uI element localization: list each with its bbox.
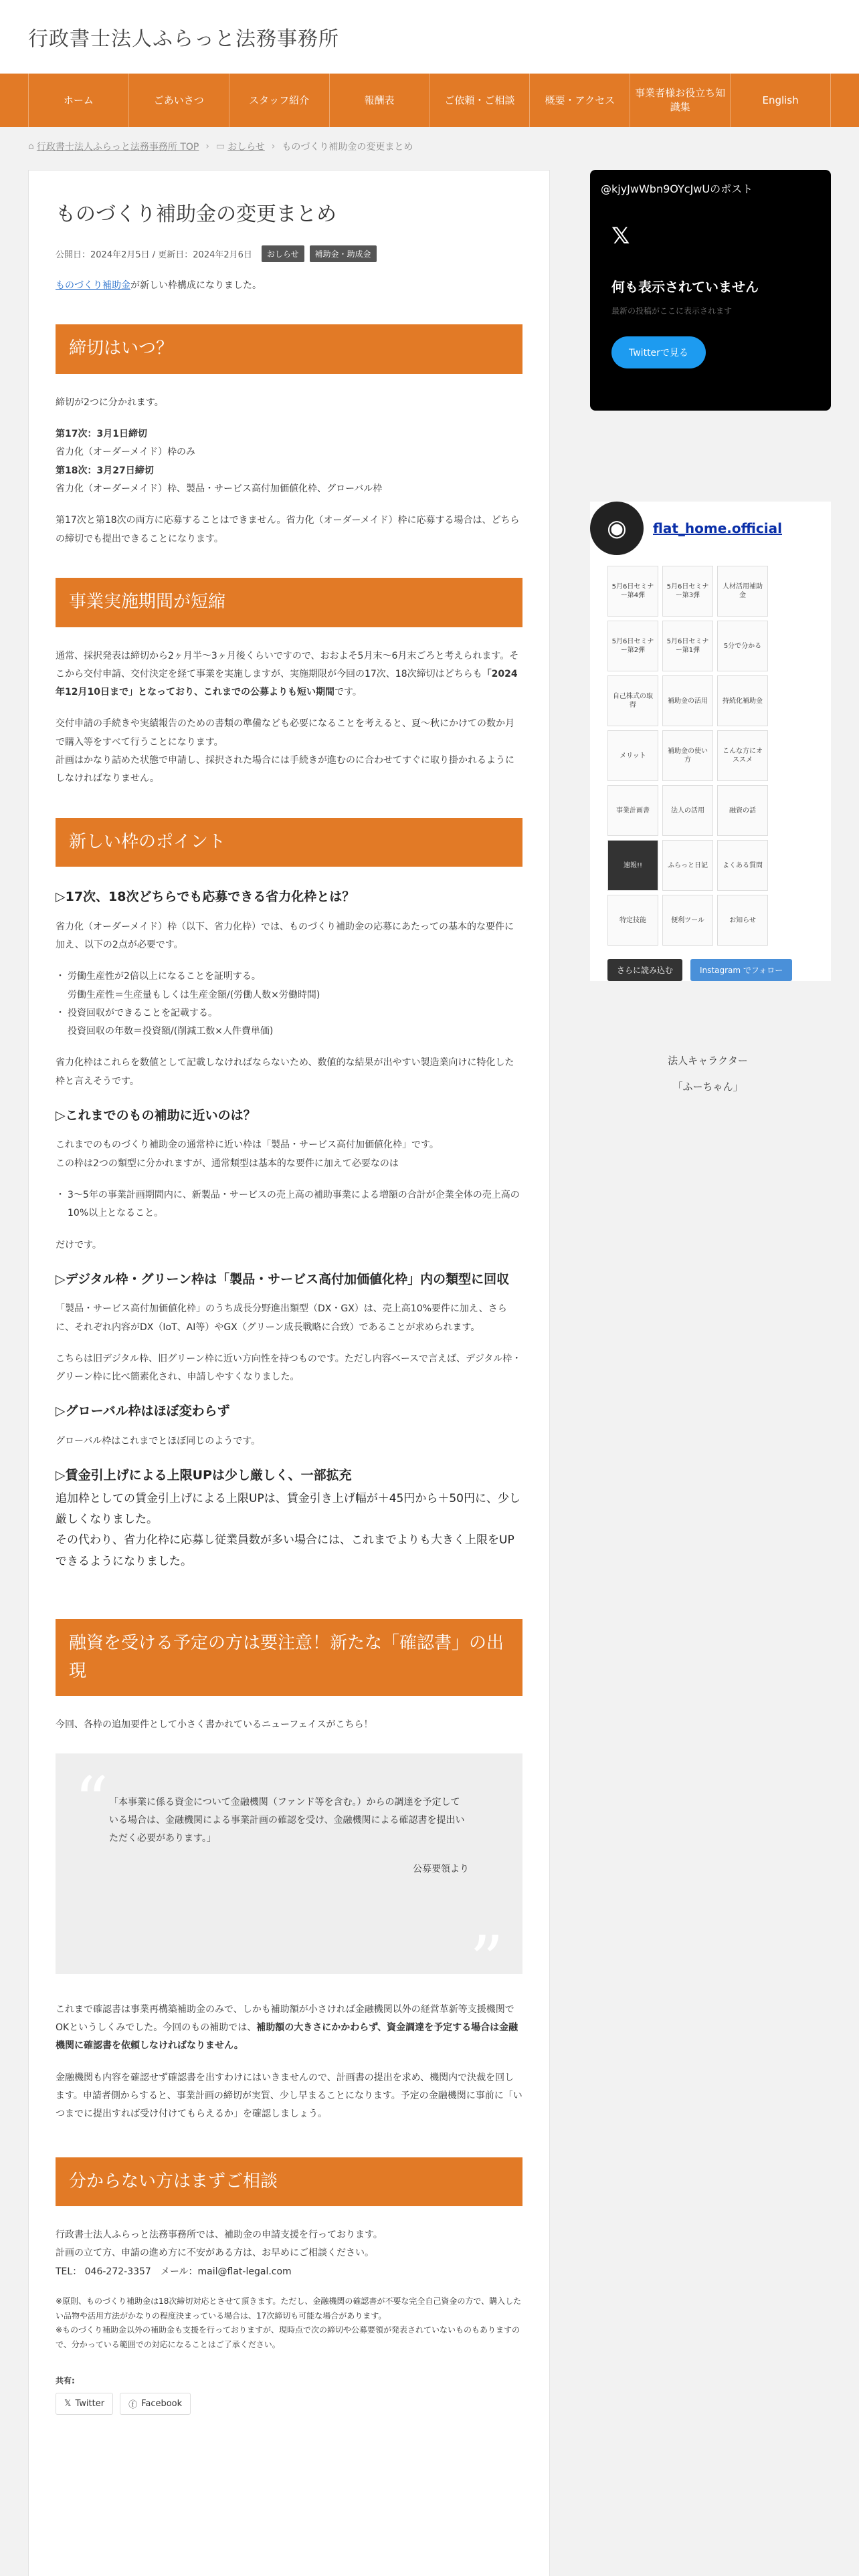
instagram-post[interactable]: メリット bbox=[607, 730, 658, 781]
instagram-buttons bbox=[607, 959, 831, 981]
s5-note-2: ※ものづくり補助金以外の補助金も支援を行っておりますが、現時点で次の締切や公募要領が発表されていないものもありますので、分かっている範囲での対応になることはご了承ください。 bbox=[56, 2325, 520, 2349]
home-icon: ⌂ bbox=[28, 141, 34, 152]
instagram-post[interactable]: 補助金の活用 bbox=[662, 675, 713, 726]
share-buttons bbox=[56, 2393, 522, 2415]
s1-r17-detail: 省力化（オーダーメイド）枠のみ bbox=[56, 447, 196, 458]
nav-english[interactable]: English bbox=[730, 74, 831, 127]
nav-greeting[interactable]: ごあいさつ bbox=[128, 74, 229, 127]
instagram-post[interactable]: よくある質問 bbox=[717, 840, 768, 891]
s3-big-1: 追加枠としての賃金引上げによる上限UPは、賃金引き上げ幅が＋45円から＋50円に、少し厳しくなりました。 bbox=[56, 1491, 520, 1526]
breadcrumb-current: ものづくり補助金の変更まとめ bbox=[282, 142, 413, 152]
instagram-grid bbox=[607, 566, 831, 946]
instagram-post[interactable]: 5分で分かる bbox=[717, 621, 768, 671]
character-label: 法人キャラクター bbox=[668, 1055, 748, 1067]
x-handle[interactable]: @kjyJwWbn9OYcJwUのポスト bbox=[601, 183, 753, 195]
chevron-right-icon: › bbox=[205, 141, 209, 152]
monozukuri-link[interactable]: ものづくり補助金 bbox=[56, 280, 130, 291]
article-meta bbox=[56, 245, 522, 262]
article-title: ものづくり補助金の変更まとめ bbox=[56, 203, 337, 226]
quote-close-icon: ” bbox=[469, 1921, 504, 2000]
x-icon: 𝕏 bbox=[64, 2399, 72, 2409]
instagram-post[interactable]: 人材活用補助金 bbox=[717, 566, 768, 617]
article-dates: 公開日：2024年2月5日 / 更新日：2024年2月6日 bbox=[56, 250, 252, 260]
facebook-icon: ⓕ bbox=[128, 2400, 138, 2411]
instagram-post[interactable]: 法人の活用 bbox=[662, 785, 713, 836]
instagram-post[interactable]: お知らせ bbox=[717, 895, 768, 946]
site-header bbox=[0, 0, 859, 74]
instagram-account[interactable]: flat_home.official bbox=[653, 520, 782, 536]
s3-p1: 省力化（オーダーメイド）枠（以下、省力化枠）では、ものづくり補助金の応募にあたっての基本的な要件に加え、以下の2点が必要です。 bbox=[56, 921, 514, 950]
s1-lead: 締切が2つに分かれます。 bbox=[56, 397, 164, 408]
character-block bbox=[607, 1048, 808, 1100]
instagram-post[interactable]: 自己株式の取得 bbox=[607, 675, 658, 726]
nav-access[interactable]: 概要・アクセス bbox=[529, 74, 630, 127]
quote-text: 「本事業に係る資金について金融機関（ファンド等を含む。）からの調達を予定している場合は、金融機関による事業計画の確認を受け、金融機関による確認書を提出いただく必要があります。」 bbox=[109, 1796, 465, 1844]
sidebar bbox=[590, 170, 831, 1100]
instagram-post[interactable]: 5月6日セミナー第3弾 bbox=[662, 566, 713, 617]
folder-icon: ▭ bbox=[215, 141, 225, 152]
subheading-labor-saving: ▷17次、18次どちらでも応募できる省力化枠とは？ bbox=[56, 889, 355, 905]
nav-knowledge[interactable]: 事業者様お役立ち知識集 bbox=[630, 74, 730, 127]
breadcrumb-category[interactable]: おしらせ bbox=[227, 142, 265, 152]
instagram-post[interactable]: 5月6日セミナー第2弾 bbox=[607, 621, 658, 671]
s1-note: 第17次と第18次の両方に応募することはできません。省力化（オーダーメイド）枠に応募する場合は、どちらの締切でも提出できることになります。 bbox=[56, 515, 520, 544]
heading-loan: 融資を受ける予定の方は要注意！新たな「確認書」の出現 bbox=[56, 1619, 522, 1696]
tag-news[interactable]: おしらせ bbox=[262, 245, 304, 262]
x-empty-sub: 最新の投稿がここに表示されます bbox=[611, 306, 733, 316]
share-facebook-label: Facebook bbox=[141, 2399, 183, 2409]
instagram-post[interactable]: 融資の話 bbox=[717, 785, 768, 836]
heading-consult: 分からない方はまずご相談 bbox=[56, 2157, 522, 2207]
x-logo-icon: 𝕏 bbox=[611, 223, 630, 249]
instagram-follow-button[interactable]: Instagram でフォロー bbox=[690, 959, 792, 981]
s1-r18-detail: 省力化（オーダーメイド）枠、製品・サービス高付加価値化枠、グローバル枠 bbox=[56, 484, 383, 495]
s5-note-1: ※原則、ものづくり補助金は18次締切対応とさせて頂きます。ただし、金融機関の確認書が不要な完全自己資金の方で、購入したい品物や活用方法がかなりの程度決まっている場合は、17次締切も可能な場合があります。 bbox=[56, 2296, 522, 2321]
instagram-post[interactable]: こんな方にオススメ bbox=[717, 730, 768, 781]
heading-new-frames: 新しい枠のポイント bbox=[56, 818, 522, 867]
global-nav bbox=[0, 74, 859, 127]
tag-subsidy[interactable]: 補助金・助成金 bbox=[310, 245, 377, 262]
x-empty-heading: 何も表示されていません bbox=[611, 279, 759, 295]
x-view-button[interactable]: Twitterで見る bbox=[611, 336, 706, 368]
s3-p5: だけです。 bbox=[56, 1239, 102, 1251]
s1-r17: 第17次：3月1日締切 bbox=[56, 429, 147, 440]
s3-p2: 省力化枠はこれらを数値として記載しなければならないため、数値的な結果が出やすい製造業向けに特化した枠と言えそうです。 bbox=[56, 1057, 514, 1087]
s3-p4: この枠は2つの類型に分かれますが、通常類型は基本的な要件に加えて必要なのは bbox=[56, 1158, 399, 1169]
instagram-post[interactable]: 速報!! bbox=[607, 840, 658, 891]
s3-p7: こちらは旧デジタル枠、旧グリーン枠に近い方向性を持つものです。ただし内容ベースで言えば、デジタル枠・グリーン枠に比べ簡素化され、申請しやすくなりました。 bbox=[56, 1353, 522, 1383]
s5-p1: 行政書士法人ふらっと法務事務所では、補助金の申請支援を行っております。 bbox=[56, 2230, 383, 2241]
breadcrumb-home[interactable]: 行政書士法人ふらっと法務事務所 TOP bbox=[36, 142, 199, 152]
quote-cite: 公募要領より bbox=[413, 1863, 469, 1874]
s3-big-2: その代わり、省力化枠に応募し従業員数が多い場合には、これまでよりも大きく上限をUPできるようになりました。 bbox=[56, 1533, 514, 1568]
instagram-post[interactable]: 特定技能 bbox=[607, 895, 658, 946]
article bbox=[28, 170, 550, 2576]
s3-bullet-3: ・ 3〜5年の事業計画期間内に、新製品・サービスの売上高の補助事業による増額の合計が企業全体の売上高の10%以上となること。 bbox=[56, 1186, 522, 1223]
subheading-wage: ▷賃金引上げによる上限UPは少し厳しく、一部拡充 bbox=[56, 1468, 352, 1483]
subheading-digital-green: ▷デジタル枠・グリーン枠は「製品・サービス高付加価値化枠」内の類型に回収 bbox=[56, 1271, 510, 1287]
instagram-avatar[interactable]: ◉ bbox=[590, 502, 644, 555]
share-facebook-button[interactable] bbox=[120, 2393, 191, 2415]
s3-p3: これまでのものづくり補助金の通常枠に近い枠は「製品・サービス高付加価値化枠」です。 bbox=[56, 1140, 439, 1151]
chevron-right-icon: › bbox=[271, 141, 276, 152]
instagram-post[interactable]: 便利ツール bbox=[662, 895, 713, 946]
s2-p1: 通常、採択発表は締切から2ヶ月半〜3ヶ月後くらいですので、おおよそ5月末〜6月末ごろと考えられます。そこから交付申請、交付決定を経て事業を実施しますが、実施期限が今回の17次、18次締切はどちらも「2024年12月10日まで」となっており、これまでの公募よりも短い期間です。 bbox=[56, 650, 519, 698]
instagram-post[interactable]: 5月6日セミナー第1弾 bbox=[662, 621, 713, 671]
share-label: 共有: bbox=[56, 2376, 75, 2386]
breadcrumb bbox=[0, 127, 859, 166]
subheading-global: ▷グローバル枠はほぼ変わらず bbox=[56, 1404, 230, 1419]
site-title[interactable]: 行政書士法人ふらっと法務事務所 bbox=[28, 27, 339, 51]
s5-p2: 計画の立て方、申請の進め方に不安がある方は、お早めにご相談ください。 bbox=[56, 2248, 374, 2259]
nav-consult[interactable]: ご依頼・ご相談 bbox=[430, 74, 530, 127]
s3-p8: グローバル枠はこれまでとほぼ同じのようです。 bbox=[56, 1435, 261, 1446]
x-timeline-widget bbox=[590, 170, 831, 411]
s3-bullet-1: ・ 労働生産性が2倍以上になることを証明する。 bbox=[56, 968, 522, 986]
intro bbox=[56, 277, 522, 295]
instagram-post[interactable]: ふらっと日記 bbox=[662, 840, 713, 891]
s1-r18: 第18次：3月27日締切 bbox=[56, 465, 154, 476]
s2-p2: 交付申請の手続きや実績報告のための書類の準備なども必要になることを考えると、夏〜秋にかけての数か月で購入等をすべて行うことになります。 bbox=[56, 718, 514, 748]
s3-bullet-2: ・ 投資回収ができることを記載する。 bbox=[56, 1004, 522, 1023]
nav-fees[interactable]: 報酬表 bbox=[329, 74, 430, 127]
nav-home[interactable]: ホーム bbox=[28, 74, 128, 127]
instagram-post[interactable]: 5月6日セミナー第4弾 bbox=[607, 566, 658, 617]
instagram-widget bbox=[590, 502, 831, 981]
load-more-button[interactable]: さらに読み込む bbox=[607, 959, 682, 981]
s5-contact: TEL： 046-272-3357 メール：mail@flat-legal.com bbox=[56, 2266, 292, 2277]
share-x-button[interactable] bbox=[56, 2393, 113, 2415]
character-name: 「ふーちゃん」 bbox=[672, 1081, 743, 1093]
heading-deadline: 締切はいつ？ bbox=[56, 324, 522, 374]
instagram-header bbox=[590, 502, 831, 555]
instagram-post[interactable]: 持続化補助金 bbox=[717, 675, 768, 726]
heading-period: 事業実施期間が短縮 bbox=[56, 578, 522, 627]
s2-p3: 計画はかなり詰めた状態で申請し、採択された場合には手続きが進むのに合わせてすぐに取り掛かれるようにしなければなりません。 bbox=[56, 755, 514, 784]
subheading-closest: ▷これまでのもの補助に近いのは？ bbox=[56, 1108, 256, 1123]
intro-text: が新しい枠構成になりました。 bbox=[130, 280, 262, 291]
nav-staff[interactable]: スタッフ紹介 bbox=[229, 74, 329, 127]
quote-open-icon: “ bbox=[74, 1761, 109, 1840]
s4-p1: 今回、各枠の追加要件として小さく書かれているニューフェイスがこちら！ bbox=[56, 1719, 373, 1731]
s3-bullet-1-detail: 労働生産性＝生産量もしくは生産金額/(労働人数×労働時間) bbox=[68, 989, 320, 1000]
blockquote bbox=[56, 1753, 522, 2000]
instagram-post[interactable]: 事業計画書 bbox=[607, 785, 658, 836]
instagram-post[interactable]: 補助金の使い方 bbox=[662, 730, 713, 781]
share-x-label: Twitter bbox=[75, 2399, 105, 2409]
s3-bullet-2-detail: 投資回収の年数＝投資額/(削減工数×人件費単価) bbox=[68, 1026, 274, 1037]
s4-p2: これまで確認書は事業再構築補助金のみで、しかも補助額が小さければ金融機関以外の経営革新等支援機関でOKというしくみでした。今回のもの補助では、補助額の大きさにかかわらず、資金調達を予定する場合は金融機関に確認書を依頼しなければなりません。 bbox=[56, 2004, 518, 2052]
s3-p6: 「製品・サービス高付加価値化枠」のうち成長分野進出類型（DX・GX）は、売上高10%要件に加え、さらに、それぞれ内容がDX（IoT、AI等）やGX（グリーン成長戦略に合致）であることが求められます。 bbox=[56, 1303, 507, 1333]
s4-p3: 金融機関も内容を確認せず確認書を出すわけにはいきませんので、計画書の提出を求め、機関内で決裁を回します。申請者側からすると、事業計画の締切が実質、少し早まることになります。予定の金融機関に事前に「いつまでに提出すれば受け付けてもらえるか」を確認しましょう。 bbox=[56, 2072, 522, 2120]
